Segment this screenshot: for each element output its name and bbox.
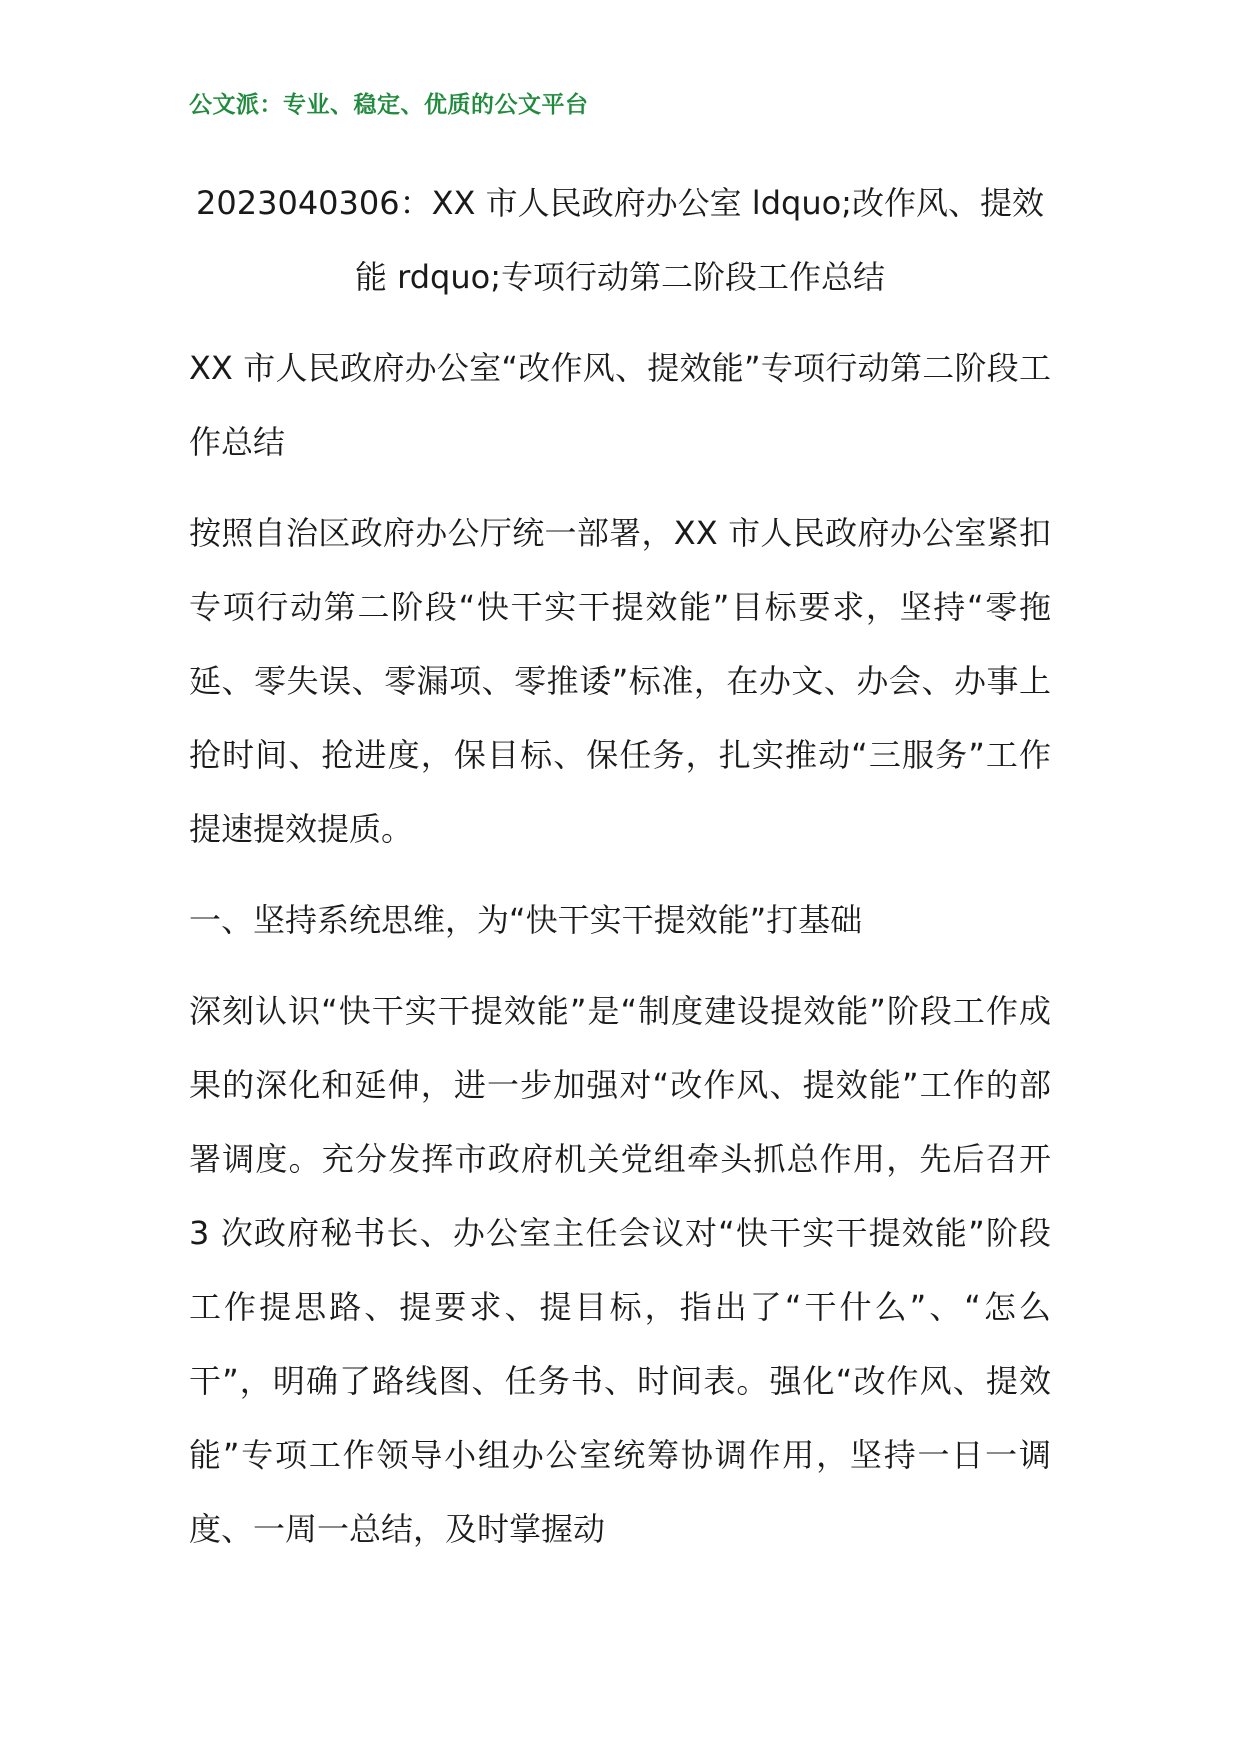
brand-banner: 公文派：专业、稳定、优质的公文平台 (189, 92, 589, 118)
document-title: 2023040306：XX 市人民政府办公室 ldquo;改作风、提效能 rdquo;专项行动第二阶段工作总结 (196, 184, 1044, 296)
section-paragraph: 深刻认识“快干实干提效能”是“制度建设提效能”阶段工作成果的深化和延伸，进一步加强对“改作风、提效能”工作的部署调度。充分发挥市政府机关党组牵头抓总作用，先后召开 3 次政府秘书长、办公室主任会议对“快干实干提效能”阶段工作提思路、提要求、提目标，指出了“干什么”、“怎么干”，明确了路线图、任务书、时间表。强化“改作风、提效能”专项工作领导小组办公室统筹协调作用，坚持一日一调度、一周一总结，及时掌握动 (189, 992, 1051, 1548)
document-body (189, 331, 1051, 1583)
section-heading: 一、坚持系统思维，为“快干实干提效能”打基础 (189, 901, 863, 939)
intro-paragraph: 按照自治区政府办公厅统一部署，XX 市人民政府办公室紧扣专项行动第二阶段“快干实干提效能”目标要求，坚持“零拖延、零失误、零漏项、零推诿”标准，在办文、办会、办事上抢时间、抢进度，保目标、保任务，扎实推动“三服务”工作提速提效提质。 (189, 514, 1051, 848)
document-subtitle: XX 市人民政府办公室“改作风、提效能”专项行动第二阶段工作总结 (189, 349, 1051, 461)
